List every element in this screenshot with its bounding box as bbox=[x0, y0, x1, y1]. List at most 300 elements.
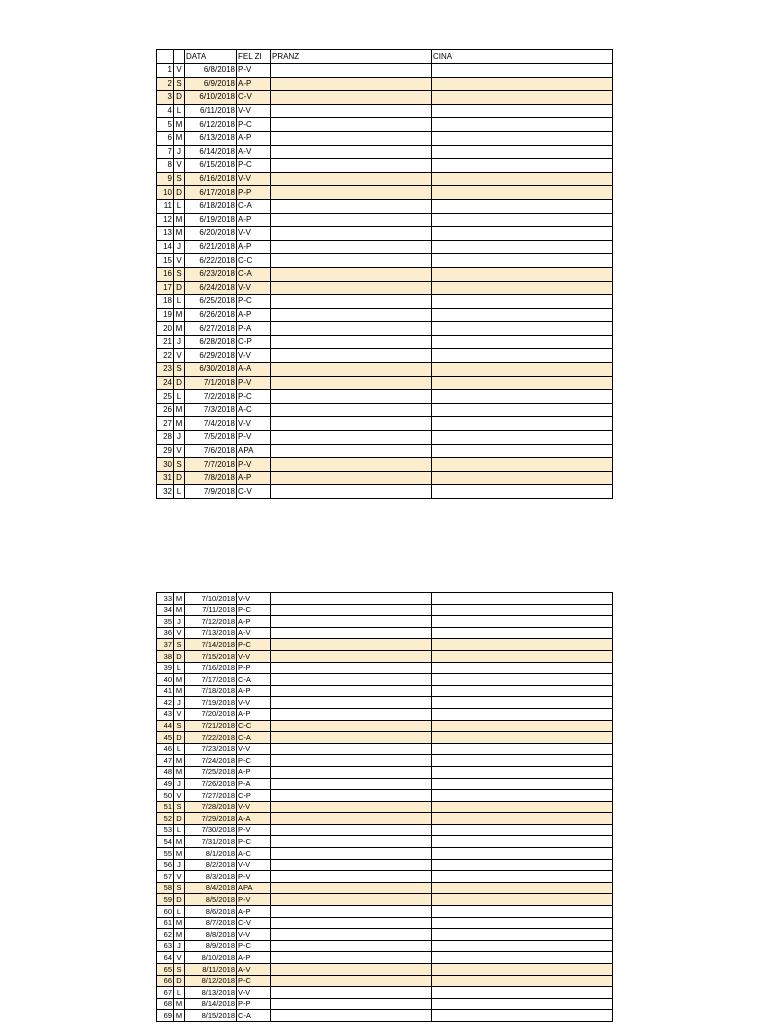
cina-cell bbox=[432, 593, 613, 605]
date-cell: 7/18/2018 bbox=[185, 685, 237, 697]
date-cell: 8/2/2018 bbox=[185, 859, 237, 871]
pranz-cell bbox=[271, 444, 432, 458]
pranz-cell bbox=[271, 813, 432, 825]
date-cell: 6/12/2018 bbox=[185, 118, 237, 132]
table-row bbox=[157, 1010, 613, 1022]
pranz-cell bbox=[271, 91, 432, 105]
row-number-cell: 52 bbox=[157, 813, 174, 825]
cina-cell bbox=[432, 471, 613, 485]
table-row bbox=[157, 801, 613, 813]
table-row bbox=[157, 627, 613, 639]
pranz-cell bbox=[271, 987, 432, 999]
table-row bbox=[157, 172, 613, 186]
date-cell: 7/15/2018 bbox=[185, 650, 237, 662]
pranz-cell bbox=[271, 131, 432, 145]
cina-cell bbox=[432, 199, 613, 213]
fel-zi-cell: APA bbox=[237, 444, 271, 458]
pranz-cell bbox=[271, 743, 432, 755]
date-cell: 7/25/2018 bbox=[185, 766, 237, 778]
cina-cell bbox=[432, 836, 613, 848]
table-row bbox=[157, 159, 613, 173]
day-letter-cell: V bbox=[174, 790, 185, 802]
cina-cell bbox=[432, 998, 613, 1010]
fel-zi-cell: V-V bbox=[237, 987, 271, 999]
fel-zi-cell: V-V bbox=[237, 650, 271, 662]
day-letter-cell: L bbox=[174, 295, 185, 309]
cina-cell bbox=[432, 390, 613, 404]
cina-cell bbox=[432, 790, 613, 802]
date-cell: 6/25/2018 bbox=[185, 295, 237, 309]
fel-zi-cell: V-V bbox=[237, 697, 271, 709]
table-row bbox=[157, 376, 613, 390]
date-cell: 7/14/2018 bbox=[185, 639, 237, 651]
day-letter-cell: D bbox=[174, 91, 185, 105]
table-row bbox=[157, 940, 613, 952]
fel-zi-cell: C-P bbox=[237, 335, 271, 349]
cina-cell bbox=[432, 485, 613, 499]
pranz-cell bbox=[271, 213, 432, 227]
fel-zi-cell: P-A bbox=[237, 322, 271, 336]
day-letter-cell: J bbox=[174, 240, 185, 254]
cina-cell bbox=[432, 824, 613, 836]
day-letter-cell: V bbox=[174, 64, 185, 78]
cina-cell bbox=[432, 431, 613, 445]
day-letter-cell: V bbox=[174, 254, 185, 268]
fel-zi-cell: P-V bbox=[237, 824, 271, 836]
date-cell: 6/19/2018 bbox=[185, 213, 237, 227]
table-row bbox=[157, 882, 613, 894]
date-cell: 7/26/2018 bbox=[185, 778, 237, 790]
row-number-cell: 30 bbox=[157, 458, 174, 472]
pranz-cell bbox=[271, 720, 432, 732]
date-cell: 7/6/2018 bbox=[185, 444, 237, 458]
fel-zi-cell: C-V bbox=[237, 917, 271, 929]
table-row bbox=[157, 906, 613, 918]
row-number-cell: 34 bbox=[157, 604, 174, 616]
row-number-cell: 27 bbox=[157, 417, 174, 431]
cina-cell bbox=[432, 929, 613, 941]
pranz-cell bbox=[271, 199, 432, 213]
table-row bbox=[157, 790, 613, 802]
date-cell: 6/24/2018 bbox=[185, 281, 237, 295]
header-day bbox=[174, 50, 185, 64]
table-row bbox=[157, 91, 613, 105]
day-letter-cell: S bbox=[174, 363, 185, 377]
day-letter-cell: M bbox=[174, 213, 185, 227]
table-row bbox=[157, 604, 613, 616]
day-letter-cell: M bbox=[174, 308, 185, 322]
pranz-cell bbox=[271, 894, 432, 906]
row-number-cell: 38 bbox=[157, 650, 174, 662]
table-row bbox=[157, 593, 613, 605]
cina-cell bbox=[432, 766, 613, 778]
cina-cell bbox=[432, 240, 613, 254]
table-2-body bbox=[157, 593, 613, 1022]
table-row bbox=[157, 824, 613, 836]
date-cell: 7/17/2018 bbox=[185, 674, 237, 686]
table-row bbox=[157, 871, 613, 883]
cina-cell bbox=[432, 281, 613, 295]
pranz-cell bbox=[271, 471, 432, 485]
cina-cell bbox=[432, 685, 613, 697]
table-row bbox=[157, 322, 613, 336]
row-number-cell: 9 bbox=[157, 172, 174, 186]
fel-zi-cell: C-A bbox=[237, 267, 271, 281]
row-number-cell: 18 bbox=[157, 295, 174, 309]
date-cell: 7/21/2018 bbox=[185, 720, 237, 732]
date-cell: 7/10/2018 bbox=[185, 593, 237, 605]
table-row bbox=[157, 720, 613, 732]
fel-zi-cell: P-P bbox=[237, 998, 271, 1010]
date-cell: 7/19/2018 bbox=[185, 697, 237, 709]
day-letter-cell: S bbox=[174, 882, 185, 894]
header-fel-zi: FEL ZI bbox=[237, 50, 271, 64]
date-cell: 7/7/2018 bbox=[185, 458, 237, 472]
row-number-cell: 31 bbox=[157, 471, 174, 485]
day-letter-cell: M bbox=[174, 604, 185, 616]
pranz-cell bbox=[271, 349, 432, 363]
table-row bbox=[157, 766, 613, 778]
date-cell: 7/24/2018 bbox=[185, 755, 237, 767]
day-letter-cell: J bbox=[174, 778, 185, 790]
table-row bbox=[157, 349, 613, 363]
date-cell: 7/2/2018 bbox=[185, 390, 237, 404]
day-letter-cell: M bbox=[174, 118, 185, 132]
cina-cell bbox=[432, 363, 613, 377]
cina-cell bbox=[432, 172, 613, 186]
pranz-cell bbox=[271, 929, 432, 941]
table-row bbox=[157, 403, 613, 417]
day-letter-cell: V bbox=[174, 708, 185, 720]
pranz-cell bbox=[271, 998, 432, 1010]
row-number-cell: 33 bbox=[157, 593, 174, 605]
table-row bbox=[157, 697, 613, 709]
row-number-cell: 54 bbox=[157, 836, 174, 848]
table-row bbox=[157, 662, 613, 674]
date-cell: 7/27/2018 bbox=[185, 790, 237, 802]
cina-cell bbox=[432, 732, 613, 744]
fel-zi-cell: V-V bbox=[237, 281, 271, 295]
date-cell: 8/11/2018 bbox=[185, 964, 237, 976]
fel-zi-cell: A-P bbox=[237, 77, 271, 91]
table-row bbox=[157, 743, 613, 755]
date-cell: 7/28/2018 bbox=[185, 801, 237, 813]
fel-zi-cell: APA bbox=[237, 882, 271, 894]
day-letter-cell: D bbox=[174, 813, 185, 825]
pranz-cell bbox=[271, 801, 432, 813]
date-cell: 6/11/2018 bbox=[185, 104, 237, 118]
day-letter-cell: L bbox=[174, 390, 185, 404]
day-letter-cell: S bbox=[174, 458, 185, 472]
cina-cell bbox=[432, 859, 613, 871]
fel-zi-cell: C-C bbox=[237, 720, 271, 732]
fel-zi-cell: V-V bbox=[237, 227, 271, 241]
day-letter-cell: M bbox=[174, 227, 185, 241]
row-number-cell: 49 bbox=[157, 778, 174, 790]
row-number-cell: 1 bbox=[157, 64, 174, 78]
day-letter-cell: D bbox=[174, 894, 185, 906]
row-number-cell: 23 bbox=[157, 363, 174, 377]
date-cell: 8/4/2018 bbox=[185, 882, 237, 894]
fel-zi-cell: V-V bbox=[237, 929, 271, 941]
day-letter-cell: M bbox=[174, 917, 185, 929]
table-row bbox=[157, 894, 613, 906]
pranz-cell bbox=[271, 186, 432, 200]
cina-cell bbox=[432, 91, 613, 105]
cina-cell bbox=[432, 952, 613, 964]
cina-cell bbox=[432, 403, 613, 417]
cina-cell bbox=[432, 145, 613, 159]
table-row bbox=[157, 674, 613, 686]
table-row bbox=[157, 952, 613, 964]
pranz-cell bbox=[271, 77, 432, 91]
day-letter-cell: S bbox=[174, 267, 185, 281]
pranz-cell bbox=[271, 859, 432, 871]
day-letter-cell: L bbox=[174, 199, 185, 213]
table-row bbox=[157, 281, 613, 295]
day-letter-cell: J bbox=[174, 145, 185, 159]
table-row bbox=[157, 199, 613, 213]
fel-zi-cell: C-A bbox=[237, 199, 271, 213]
fel-zi-cell: P-C bbox=[237, 940, 271, 952]
row-number-cell: 35 bbox=[157, 616, 174, 628]
table-row bbox=[157, 240, 613, 254]
pranz-cell bbox=[271, 322, 432, 336]
pranz-cell bbox=[271, 308, 432, 322]
fel-zi-cell: P-V bbox=[237, 376, 271, 390]
fel-zi-cell: V-V bbox=[237, 593, 271, 605]
table-row bbox=[157, 417, 613, 431]
table-row bbox=[157, 308, 613, 322]
day-letter-cell: M bbox=[174, 403, 185, 417]
pranz-cell bbox=[271, 836, 432, 848]
row-number-cell: 37 bbox=[157, 639, 174, 651]
table-row bbox=[157, 929, 613, 941]
row-number-cell: 20 bbox=[157, 322, 174, 336]
row-number-cell: 3 bbox=[157, 91, 174, 105]
pranz-cell bbox=[271, 662, 432, 674]
pranz-cell bbox=[271, 254, 432, 268]
pranz-cell bbox=[271, 159, 432, 173]
row-number-cell: 50 bbox=[157, 790, 174, 802]
fel-zi-cell: V-V bbox=[237, 859, 271, 871]
pranz-cell bbox=[271, 485, 432, 499]
table-row bbox=[157, 917, 613, 929]
pranz-cell bbox=[271, 964, 432, 976]
table-row bbox=[157, 458, 613, 472]
table-row bbox=[157, 778, 613, 790]
cina-cell bbox=[432, 871, 613, 883]
date-cell: 7/3/2018 bbox=[185, 403, 237, 417]
fel-zi-cell: C-V bbox=[237, 91, 271, 105]
fel-zi-cell: A-P bbox=[237, 213, 271, 227]
pranz-cell bbox=[271, 766, 432, 778]
row-number-cell: 68 bbox=[157, 998, 174, 1010]
day-letter-cell: D bbox=[174, 376, 185, 390]
header-cina: CINA bbox=[432, 50, 613, 64]
pranz-cell bbox=[271, 390, 432, 404]
date-cell: 8/10/2018 bbox=[185, 952, 237, 964]
table-row bbox=[157, 363, 613, 377]
header-row bbox=[157, 50, 613, 64]
fel-zi-cell: P-A bbox=[237, 778, 271, 790]
fel-zi-cell: P-V bbox=[237, 894, 271, 906]
pranz-cell bbox=[271, 431, 432, 445]
date-cell: 7/22/2018 bbox=[185, 732, 237, 744]
cina-cell bbox=[432, 159, 613, 173]
date-cell: 7/4/2018 bbox=[185, 417, 237, 431]
row-number-cell: 29 bbox=[157, 444, 174, 458]
fel-zi-cell: A-C bbox=[237, 848, 271, 860]
table-row bbox=[157, 213, 613, 227]
table-row bbox=[157, 444, 613, 458]
pranz-cell bbox=[271, 240, 432, 254]
fel-zi-cell: A-A bbox=[237, 813, 271, 825]
table-row bbox=[157, 227, 613, 241]
day-letter-cell: S bbox=[174, 720, 185, 732]
day-letter-cell: L bbox=[174, 987, 185, 999]
day-letter-cell: D bbox=[174, 186, 185, 200]
day-letter-cell: J bbox=[174, 697, 185, 709]
table-row bbox=[157, 964, 613, 976]
day-letter-cell: J bbox=[174, 335, 185, 349]
fel-zi-cell: P-V bbox=[237, 64, 271, 78]
pranz-cell bbox=[271, 1010, 432, 1022]
row-number-cell: 56 bbox=[157, 859, 174, 871]
pranz-cell bbox=[271, 627, 432, 639]
row-number-cell: 6 bbox=[157, 131, 174, 145]
date-cell: 7/16/2018 bbox=[185, 662, 237, 674]
table-row bbox=[157, 755, 613, 767]
date-cell: 6/27/2018 bbox=[185, 322, 237, 336]
row-number-cell: 22 bbox=[157, 349, 174, 363]
date-cell: 7/8/2018 bbox=[185, 471, 237, 485]
pranz-cell bbox=[271, 871, 432, 883]
day-letter-cell: M bbox=[174, 998, 185, 1010]
table-row bbox=[157, 987, 613, 999]
header-pranz: PRANZ bbox=[271, 50, 432, 64]
row-number-cell: 19 bbox=[157, 308, 174, 322]
fel-zi-cell: V-V bbox=[237, 349, 271, 363]
pranz-cell bbox=[271, 940, 432, 952]
day-letter-cell: S bbox=[174, 801, 185, 813]
fel-zi-cell: A-V bbox=[237, 145, 271, 159]
row-number-cell: 58 bbox=[157, 882, 174, 894]
day-letter-cell: D bbox=[174, 732, 185, 744]
day-letter-cell: M bbox=[174, 322, 185, 336]
date-cell: 6/18/2018 bbox=[185, 199, 237, 213]
fel-zi-cell: V-V bbox=[237, 104, 271, 118]
fel-zi-cell: P-C bbox=[237, 118, 271, 132]
row-number-cell: 7 bbox=[157, 145, 174, 159]
cina-cell bbox=[432, 627, 613, 639]
fel-zi-cell: P-C bbox=[237, 159, 271, 173]
table-row bbox=[157, 131, 613, 145]
table-row bbox=[157, 471, 613, 485]
pranz-cell bbox=[271, 376, 432, 390]
fel-zi-cell: A-C bbox=[237, 403, 271, 417]
fel-zi-cell: A-P bbox=[237, 308, 271, 322]
pranz-cell bbox=[271, 604, 432, 616]
pranz-cell bbox=[271, 104, 432, 118]
day-letter-cell: S bbox=[174, 172, 185, 186]
pranz-cell bbox=[271, 906, 432, 918]
fel-zi-cell: A-V bbox=[237, 964, 271, 976]
table-row bbox=[157, 685, 613, 697]
cina-cell bbox=[432, 186, 613, 200]
date-cell: 6/28/2018 bbox=[185, 335, 237, 349]
day-letter-cell: M bbox=[174, 929, 185, 941]
cina-cell bbox=[432, 755, 613, 767]
pranz-cell bbox=[271, 732, 432, 744]
day-letter-cell: L bbox=[174, 743, 185, 755]
fel-zi-cell: A-P bbox=[237, 240, 271, 254]
day-letter-cell: V bbox=[174, 871, 185, 883]
row-number-cell: 2 bbox=[157, 77, 174, 91]
day-letter-cell: M bbox=[174, 131, 185, 145]
pranz-cell bbox=[271, 295, 432, 309]
row-number-cell: 48 bbox=[157, 766, 174, 778]
date-cell: 7/13/2018 bbox=[185, 627, 237, 639]
table-row bbox=[157, 77, 613, 91]
fel-zi-cell: P-C bbox=[237, 639, 271, 651]
table-row bbox=[157, 431, 613, 445]
row-number-cell: 43 bbox=[157, 708, 174, 720]
date-cell: 6/8/2018 bbox=[185, 64, 237, 78]
table-row bbox=[157, 267, 613, 281]
table-row bbox=[157, 732, 613, 744]
row-number-cell: 65 bbox=[157, 964, 174, 976]
date-cell: 6/9/2018 bbox=[185, 77, 237, 91]
pranz-cell bbox=[271, 267, 432, 281]
fel-zi-cell: C-P bbox=[237, 790, 271, 802]
date-cell: 7/23/2018 bbox=[185, 743, 237, 755]
cina-cell bbox=[432, 964, 613, 976]
date-cell: 8/14/2018 bbox=[185, 998, 237, 1010]
cina-cell bbox=[432, 894, 613, 906]
pranz-cell bbox=[271, 708, 432, 720]
pranz-cell bbox=[271, 975, 432, 987]
date-cell: 7/29/2018 bbox=[185, 813, 237, 825]
fel-zi-cell: P-C bbox=[237, 755, 271, 767]
fel-zi-cell: A-P bbox=[237, 131, 271, 145]
date-cell: 8/7/2018 bbox=[185, 917, 237, 929]
date-cell: 8/1/2018 bbox=[185, 848, 237, 860]
fel-zi-cell: P-C bbox=[237, 295, 271, 309]
cina-cell bbox=[432, 444, 613, 458]
day-letter-cell: M bbox=[174, 836, 185, 848]
day-letter-cell: L bbox=[174, 824, 185, 836]
date-cell: 7/20/2018 bbox=[185, 708, 237, 720]
day-letter-cell: V bbox=[174, 349, 185, 363]
pranz-cell bbox=[271, 848, 432, 860]
date-cell: 6/15/2018 bbox=[185, 159, 237, 173]
cina-cell bbox=[432, 778, 613, 790]
date-cell: 6/30/2018 bbox=[185, 363, 237, 377]
fel-zi-cell: C-V bbox=[237, 485, 271, 499]
table-row bbox=[157, 295, 613, 309]
day-letter-cell: D bbox=[174, 975, 185, 987]
row-number-cell: 63 bbox=[157, 940, 174, 952]
pranz-cell bbox=[271, 674, 432, 686]
date-cell: 8/3/2018 bbox=[185, 871, 237, 883]
day-letter-cell: V bbox=[174, 159, 185, 173]
cina-cell bbox=[432, 227, 613, 241]
row-number-cell: 4 bbox=[157, 104, 174, 118]
day-letter-cell: S bbox=[174, 77, 185, 91]
pranz-cell bbox=[271, 882, 432, 894]
date-cell: 6/21/2018 bbox=[185, 240, 237, 254]
